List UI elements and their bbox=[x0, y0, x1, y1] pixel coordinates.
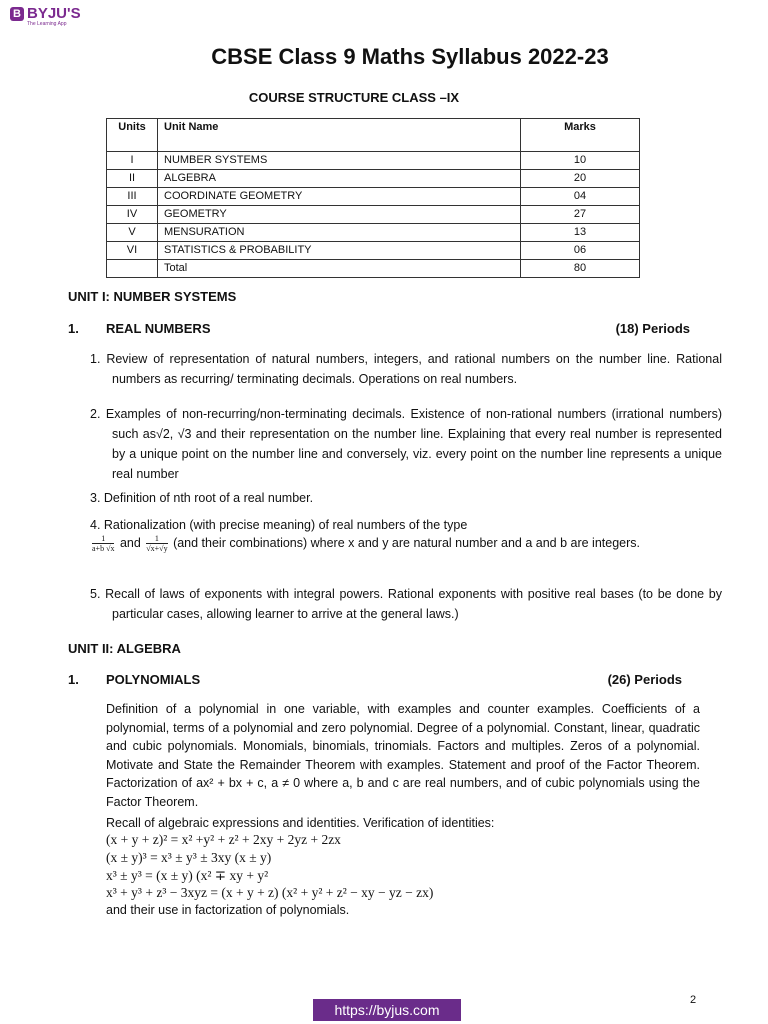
identity-1: (x + y + z)² = x² +y² + z² + 2xy + 2yz + 2zx bbox=[106, 832, 341, 847]
unit2-heading: UNIT II: ALGEBRA bbox=[68, 641, 181, 656]
unit-name-cell: COORDINATE GEOMETRY bbox=[158, 188, 521, 206]
table-row bbox=[107, 224, 640, 242]
unit-cell: V bbox=[107, 224, 158, 242]
unit-name-cell: ALGEBRA bbox=[158, 170, 521, 188]
page-number: 2 bbox=[690, 994, 697, 1006]
unit1-topic-number: 1. bbox=[68, 321, 79, 336]
footer-url-link[interactable]: https://byjus.com bbox=[313, 999, 461, 1021]
table-row bbox=[107, 188, 640, 206]
unit-cell: VI bbox=[107, 242, 158, 260]
marks-cell: 10 bbox=[521, 152, 640, 170]
item2-text-a: 2. Examples of non-recurring/non-terminating decimals. Existence of non-rational numbers (irrational numbers) such as bbox=[90, 407, 722, 441]
unit1-item-2 bbox=[90, 404, 722, 484]
fraction-one-over-root-x-plus-root-y: $\frac{1}{√x+√y}$ bbox=[146, 534, 168, 554]
marks-cell: 04 bbox=[521, 188, 640, 206]
unit1-item-4-line: 4. Rationalization (with precise meaning) of real numbers of the type bbox=[90, 518, 468, 532]
sqrt-two: √2, bbox=[155, 427, 174, 441]
course-structure-table bbox=[106, 118, 640, 278]
unit-cell: IV bbox=[107, 206, 158, 224]
unit2-topic-title: POLYNOMIALS bbox=[106, 672, 201, 687]
marks-cell: 20 bbox=[521, 170, 640, 188]
unit-cell bbox=[107, 260, 158, 278]
unit-name-cell: MENSURATION bbox=[158, 224, 521, 242]
column-header-marks: Marks bbox=[521, 119, 640, 152]
marks-cell: 27 bbox=[521, 206, 640, 224]
identities-intro: Recall of algebraic expressions and identities. Verification of identities: bbox=[106, 816, 495, 830]
table-row bbox=[107, 206, 640, 224]
column-header-units: Units bbox=[107, 119, 158, 152]
table-row bbox=[107, 152, 640, 170]
marks-cell: 80 bbox=[521, 260, 640, 278]
logo-tagline: The Learning App bbox=[27, 21, 67, 27]
unit2-paragraph: Definition of a polynomial in one variable, with examples and counter examples. Coefficients of a polynomial, terms of a polynomial and zero polynomial. Degree of a polynomial. Constant, linear, quadratic and cubic polynomials. Monomials, binomials, trinomials. Factors and multiples. Zeros of a polynomial. Motivate and State the Remainder Theorem with examples. Statement and proof of the Factor Theorem. Factorization of ax² + bx + c, a ≠ 0 where a, b and c are real numbers, and of cubic polynomials using the Factor Theorem. bbox=[106, 702, 700, 809]
unit1-periods: (18) Periods bbox=[615, 321, 690, 336]
unit-cell: II bbox=[107, 170, 158, 188]
table-row bbox=[107, 170, 640, 188]
identity-4: x³ + y³ + z³ − 3xyz = (x + y + z) (x² + y² + z² − xy − yz − zx) bbox=[106, 885, 434, 900]
identities-outro: and their use in factorization of polynomials. bbox=[106, 903, 350, 917]
course-structure-heading: COURSE STRUCTURE CLASS –IX bbox=[248, 90, 460, 105]
unit1-item-5: 5. Recall of laws of exponents with integral powers. Rational exponents with positive real bases (to be done by particular cases, allowing learner to arrive at the general laws.) bbox=[90, 587, 722, 621]
fraction-one-over-a-plus-b-root-x: $\frac{1}{a+b √x}$ bbox=[92, 534, 115, 554]
unit-name-cell: STATISTICS & PROBABILITY bbox=[158, 242, 521, 260]
marks-cell: 06 bbox=[521, 242, 640, 260]
logo-badge-icon: B bbox=[10, 7, 24, 21]
column-header-unit-name: Unit Name bbox=[158, 119, 521, 152]
unit1-item-1: 1. Review of representation of natural numbers, integers, and rational numbers on the number line. Rational numbers as recurring/ terminating decimals. Operations on real numbers. bbox=[90, 352, 722, 386]
unit-name-cell: Total bbox=[158, 260, 521, 278]
unit-name-cell: GEOMETRY bbox=[158, 206, 521, 224]
unit2-topic-number: 1. bbox=[68, 672, 79, 687]
identity-2: (x ± y)³ = x³ ± y³ ± 3xy (x ± y) bbox=[106, 850, 272, 865]
unit1-item-4: $\frac{1}{a+b √x}$ and $\frac{1}{√x+√y}$ (and their combinations) where x and y are natural number and a and b are integers. bbox=[92, 534, 640, 554]
item2-text-b: and their representation on the number line. Explaining that every real number is represented by a unique point on the number line and conversely, viz. every point on the number line represents a unique real number bbox=[112, 427, 722, 481]
unit-name-cell: NUMBER SYSTEMS bbox=[158, 152, 521, 170]
logo-name: BYJU'S bbox=[27, 5, 81, 22]
table-row bbox=[107, 242, 640, 260]
byjus-logo bbox=[10, 6, 81, 27]
sqrt-three: √3 bbox=[177, 427, 192, 441]
marks-cell: 13 bbox=[521, 224, 640, 242]
unit1-item-3: 3. Definition of nth root of a real number. bbox=[90, 491, 314, 505]
page-title: CBSE Class 9 Maths Syllabus 2022-23 bbox=[211, 44, 609, 69]
table-row-total bbox=[107, 260, 640, 278]
unit-cell: I bbox=[107, 152, 158, 170]
unit1-heading: UNIT I: NUMBER SYSTEMS bbox=[68, 289, 237, 304]
unit-cell: III bbox=[107, 188, 158, 206]
identity-3: x³ ± y³ = (x ± y) (x² ∓ xy + y² bbox=[106, 868, 269, 883]
table-header-row bbox=[107, 119, 640, 152]
unit2-periods: (26) Periods bbox=[607, 672, 682, 687]
unit1-topic-title: REAL NUMBERS bbox=[106, 321, 211, 336]
